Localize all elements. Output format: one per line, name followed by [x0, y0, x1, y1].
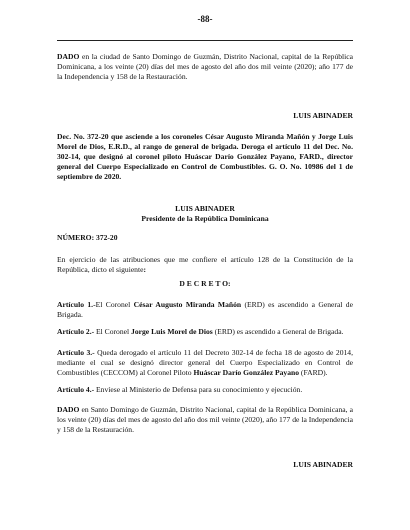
- dado-label-bottom: DADO: [57, 405, 80, 414]
- article-4: [57, 385, 353, 395]
- dado-paragraph-top: [57, 52, 353, 82]
- signature-top: LUIS ABINADER: [293, 111, 353, 120]
- article-1-label: Artículo 1.-: [57, 300, 96, 309]
- dado-paragraph-bottom: [57, 405, 353, 435]
- article-4-label: Artículo 4.-: [57, 385, 95, 394]
- decree-summary: Dec. No. 372-20 que asciende a los coroneles César Augusto Miranda Mañón y Jorge Luis Morel de Dios, E.R.D., al rango de general de brigada. Deroga el artículo 11 del Dec. No. 302-14, que designó al coronel piloto Huáscar Darío González Payano, FARD., director general del Cuerpo Especializado en Control de Combustibles. G. O. No. 10986 del 1 de septiembre de 2020.: [57, 132, 353, 181]
- article-3: [57, 348, 353, 378]
- article-1-text: El Coronel: [95, 300, 134, 309]
- article-2-name: Jorge Luis Morel de Dios: [131, 327, 213, 336]
- dado-text: en la ciudad de Santo Domingo de Guzmán, Distrito Nacional, capital de la República Dominicana, a los veinte (20) días del mes de agosto del año dos mil veinte (2020); año 177 de la Independencia y 158 de la Restauración.: [57, 52, 353, 81]
- article-3-tail: (FARD).: [299, 368, 328, 377]
- article-3-label: Artículo 3.-: [57, 348, 95, 357]
- heading-name: LUIS ABINADER: [175, 204, 235, 213]
- heading-title: Presidente de la República Dominicana: [141, 214, 269, 223]
- decreto-heading: D E C R E T O:: [179, 279, 231, 288]
- decree-number: NÚMERO: 372-20: [57, 233, 118, 242]
- article-2-text: El Coronel: [94, 327, 132, 336]
- dado-text-bottom: en Santo Domingo de Guzmán, Distrito Nacional, capital de la República Dominicana, a los veinte (20) días del mes de agosto del año dos mil veinte (2020), año 177 de la Independencia y 158 de la Restauración.: [57, 405, 353, 434]
- header-rule: [57, 40, 353, 41]
- intro-paragraph: [57, 255, 353, 275]
- article-3-text: Queda derogado el artículo 11 del Decreto 302-14 de fecha 18 de agosto de 2014, mediante el cual se designó director general del Cuerpo Especializado en Control de Combustibles (CECCOM) al Coronel Piloto: [57, 348, 353, 377]
- article-2-label: Artículo 2.-: [57, 327, 95, 336]
- intro-colon: :: [143, 265, 146, 274]
- dado-label: DADO: [57, 52, 80, 61]
- article-4-text: Envíese al Ministerio de Defensa para su conocimiento y ejecución.: [94, 385, 303, 394]
- article-3-name: Huáscar Darío González Payano: [193, 368, 300, 377]
- intro-text: En ejercicio de las atribuciones que me confiere el artículo 128 de la Constitución de la República, dicto el siguiente: [57, 255, 353, 274]
- article-1: [57, 300, 353, 320]
- signature-bottom: LUIS ABINADER: [293, 460, 353, 469]
- article-1-name: César Augusto Miranda Mañón: [133, 300, 242, 309]
- page-number: -88-: [197, 14, 213, 24]
- article-2: [57, 327, 353, 337]
- article-2-tail: (ERD) es ascendido a General de Brigada.: [212, 327, 344, 336]
- article-1-tail: (ERD) es ascendido a General de Brigada.: [57, 300, 353, 319]
